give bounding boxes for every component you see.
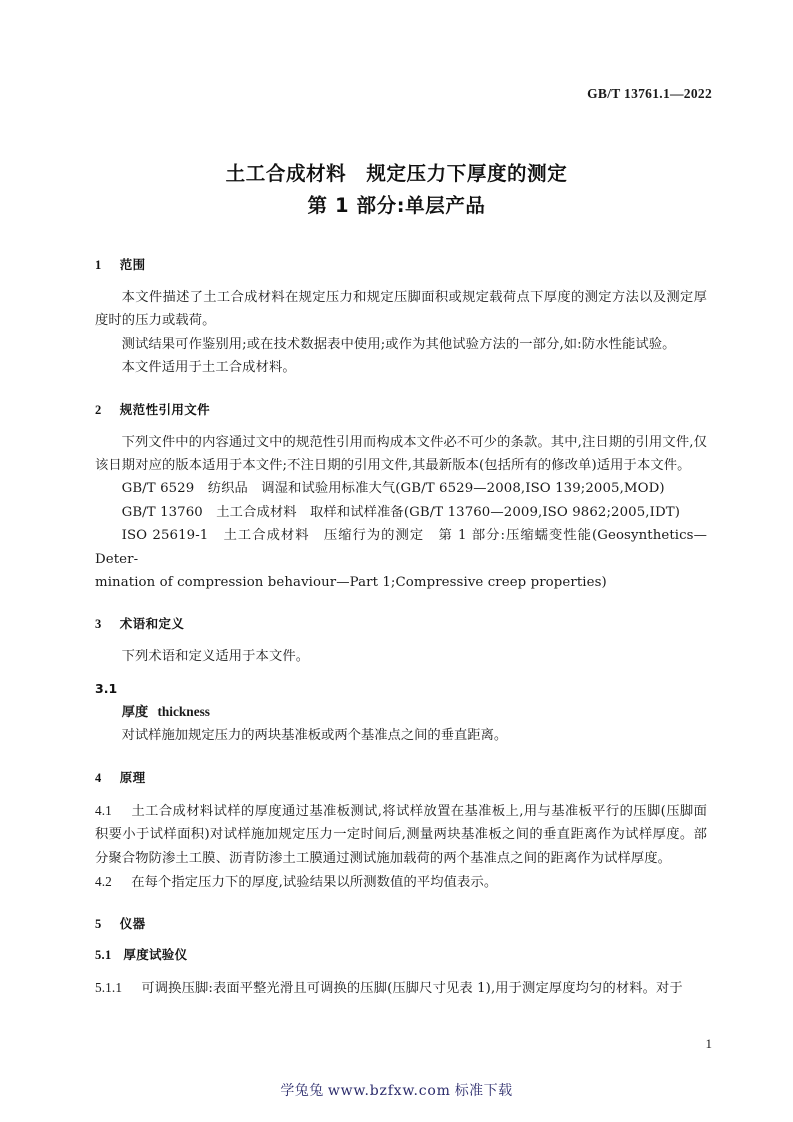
term-name-3-1 bbox=[95, 700, 707, 724]
running-header-standard-code: GB/T 13761.1—2022 bbox=[587, 86, 712, 101]
section-heading-1 bbox=[95, 255, 707, 273]
section-1-paragraph-3: 本文件适用于土工合成材料。 bbox=[121, 360, 296, 376]
section-title-4: 原理 bbox=[119, 769, 146, 785]
section-1-paragraph-1: 本文件描述了土工合成材料在规定压力和规定压脚面积或规定载荷点下厚度的测定方法以及测定厚度时的压力或载荷。 bbox=[95, 290, 707, 329]
clause-number-4-1: 4.1 bbox=[95, 802, 112, 818]
section-number-4: 4 bbox=[95, 770, 102, 785]
section-title-5: 仪器 bbox=[119, 916, 146, 932]
document-body bbox=[95, 255, 707, 1001]
section-title-3: 术语和定义 bbox=[119, 616, 185, 632]
section-title-1: 范围 bbox=[119, 257, 146, 272]
term-definition-3-1: 对试样施加规定压力的两块基准板或两个基准点之间的垂直距离。 bbox=[121, 728, 508, 744]
term-name-zh: 厚度 bbox=[121, 704, 149, 720]
section-heading-5 bbox=[95, 914, 707, 932]
section-number-2: 2 bbox=[95, 402, 102, 417]
page-number: 1 bbox=[705, 1036, 712, 1051]
normative-reference-3: ISO 25619-1 土工合成材料 压缩行为的测定 第 1 部分:压缩蠕变性能(Geosynthetics—Deter- bbox=[95, 528, 707, 567]
subsection-number-5-1: 5.1 bbox=[95, 948, 112, 963]
title-line-2: 第 1 部分:单层产品 bbox=[307, 194, 486, 217]
document-title bbox=[0, 158, 793, 222]
clause-number-5-1-1: 5.1.1 bbox=[95, 980, 123, 996]
section-1-paragraph-2: 测试结果可作鉴别用;或在技术数据表中使用;或作为其他试验方法的一部分,如:防水性能试验。 bbox=[121, 336, 676, 352]
clause-text-4-2: 在每个指定压力下的厚度,试验结果以所测数值的平均值表示。 bbox=[131, 874, 498, 890]
clause-4-1 bbox=[95, 799, 707, 870]
section-number-1: 1 bbox=[95, 258, 102, 272]
section-heading-3 bbox=[95, 614, 707, 632]
section-number-5: 5 bbox=[95, 917, 102, 932]
watermark-prefix: 学兔兔 bbox=[280, 1083, 324, 1099]
watermark-suffix: 标准下载 bbox=[454, 1083, 513, 1099]
clause-number-4-2: 4.2 bbox=[95, 873, 112, 889]
term-name-en: thickness bbox=[157, 703, 210, 719]
section-heading-2 bbox=[95, 400, 707, 418]
watermark-footer bbox=[0, 1080, 793, 1100]
clause-text-5-1-1: 可调换压脚:表面平整光滑且可调换的压脚(压脚尺寸见表 1),用于测定厚度均匀的材料。对于 bbox=[141, 981, 683, 997]
section-3-paragraph-1: 下列术语和定义适用于本文件。 bbox=[121, 649, 310, 665]
term-number-3-1: 3.1 bbox=[95, 680, 118, 696]
title-line-1: 土工合成材料 规定压力下厚度的测定 bbox=[225, 162, 568, 185]
section-title-2: 规范性引用文件 bbox=[119, 401, 211, 417]
clause-text-4-1: 土工合成材料试样的厚度通过基准板测试,将试样放置在基准板上,用与基准板平行的压脚(压脚面积要小于试样面积)对试样施加规定压力一定时间后,测量两块基准板之间的垂直距离作为试样厚度。部分聚合物防渗土工膜、沥青防渗土工膜通过测试施加载荷的两个基准点之间的距离作为试样厚度。 bbox=[95, 803, 707, 866]
section-2-paragraph-1: 下列文件中的内容通过文中的规范性引用而构成本文件必不可少的条款。其中,注日期的引用文件,仅该日期对应的版本适用于本文件;不注日期的引用文件,其最新版本(包括所有的修改单)适用于本文件。 bbox=[95, 434, 707, 474]
normative-reference-2: GB/T 13760 土工合成材料 取样和试样准备(GB/T 13760—2009,ISO 9862;2005,IDT) bbox=[121, 504, 680, 520]
section-number-3: 3 bbox=[95, 617, 102, 632]
watermark-url: www.bzfxw.com bbox=[327, 1083, 451, 1099]
subsection-heading-5-1 bbox=[95, 945, 707, 963]
section-heading-4 bbox=[95, 768, 707, 786]
normative-reference-3-continuation: mination of compression behaviour—Part 1;Compressive creep properties) bbox=[95, 575, 607, 591]
subsection-title-5-1: 厚度试验仪 bbox=[123, 947, 188, 963]
clause-4-2 bbox=[95, 870, 707, 894]
clause-5-1-1 bbox=[95, 976, 707, 1000]
normative-reference-1: GB/T 6529 纺织品 调湿和试验用标准大气(GB/T 6529—2008,ISO 139;2005,MOD) bbox=[121, 481, 665, 497]
